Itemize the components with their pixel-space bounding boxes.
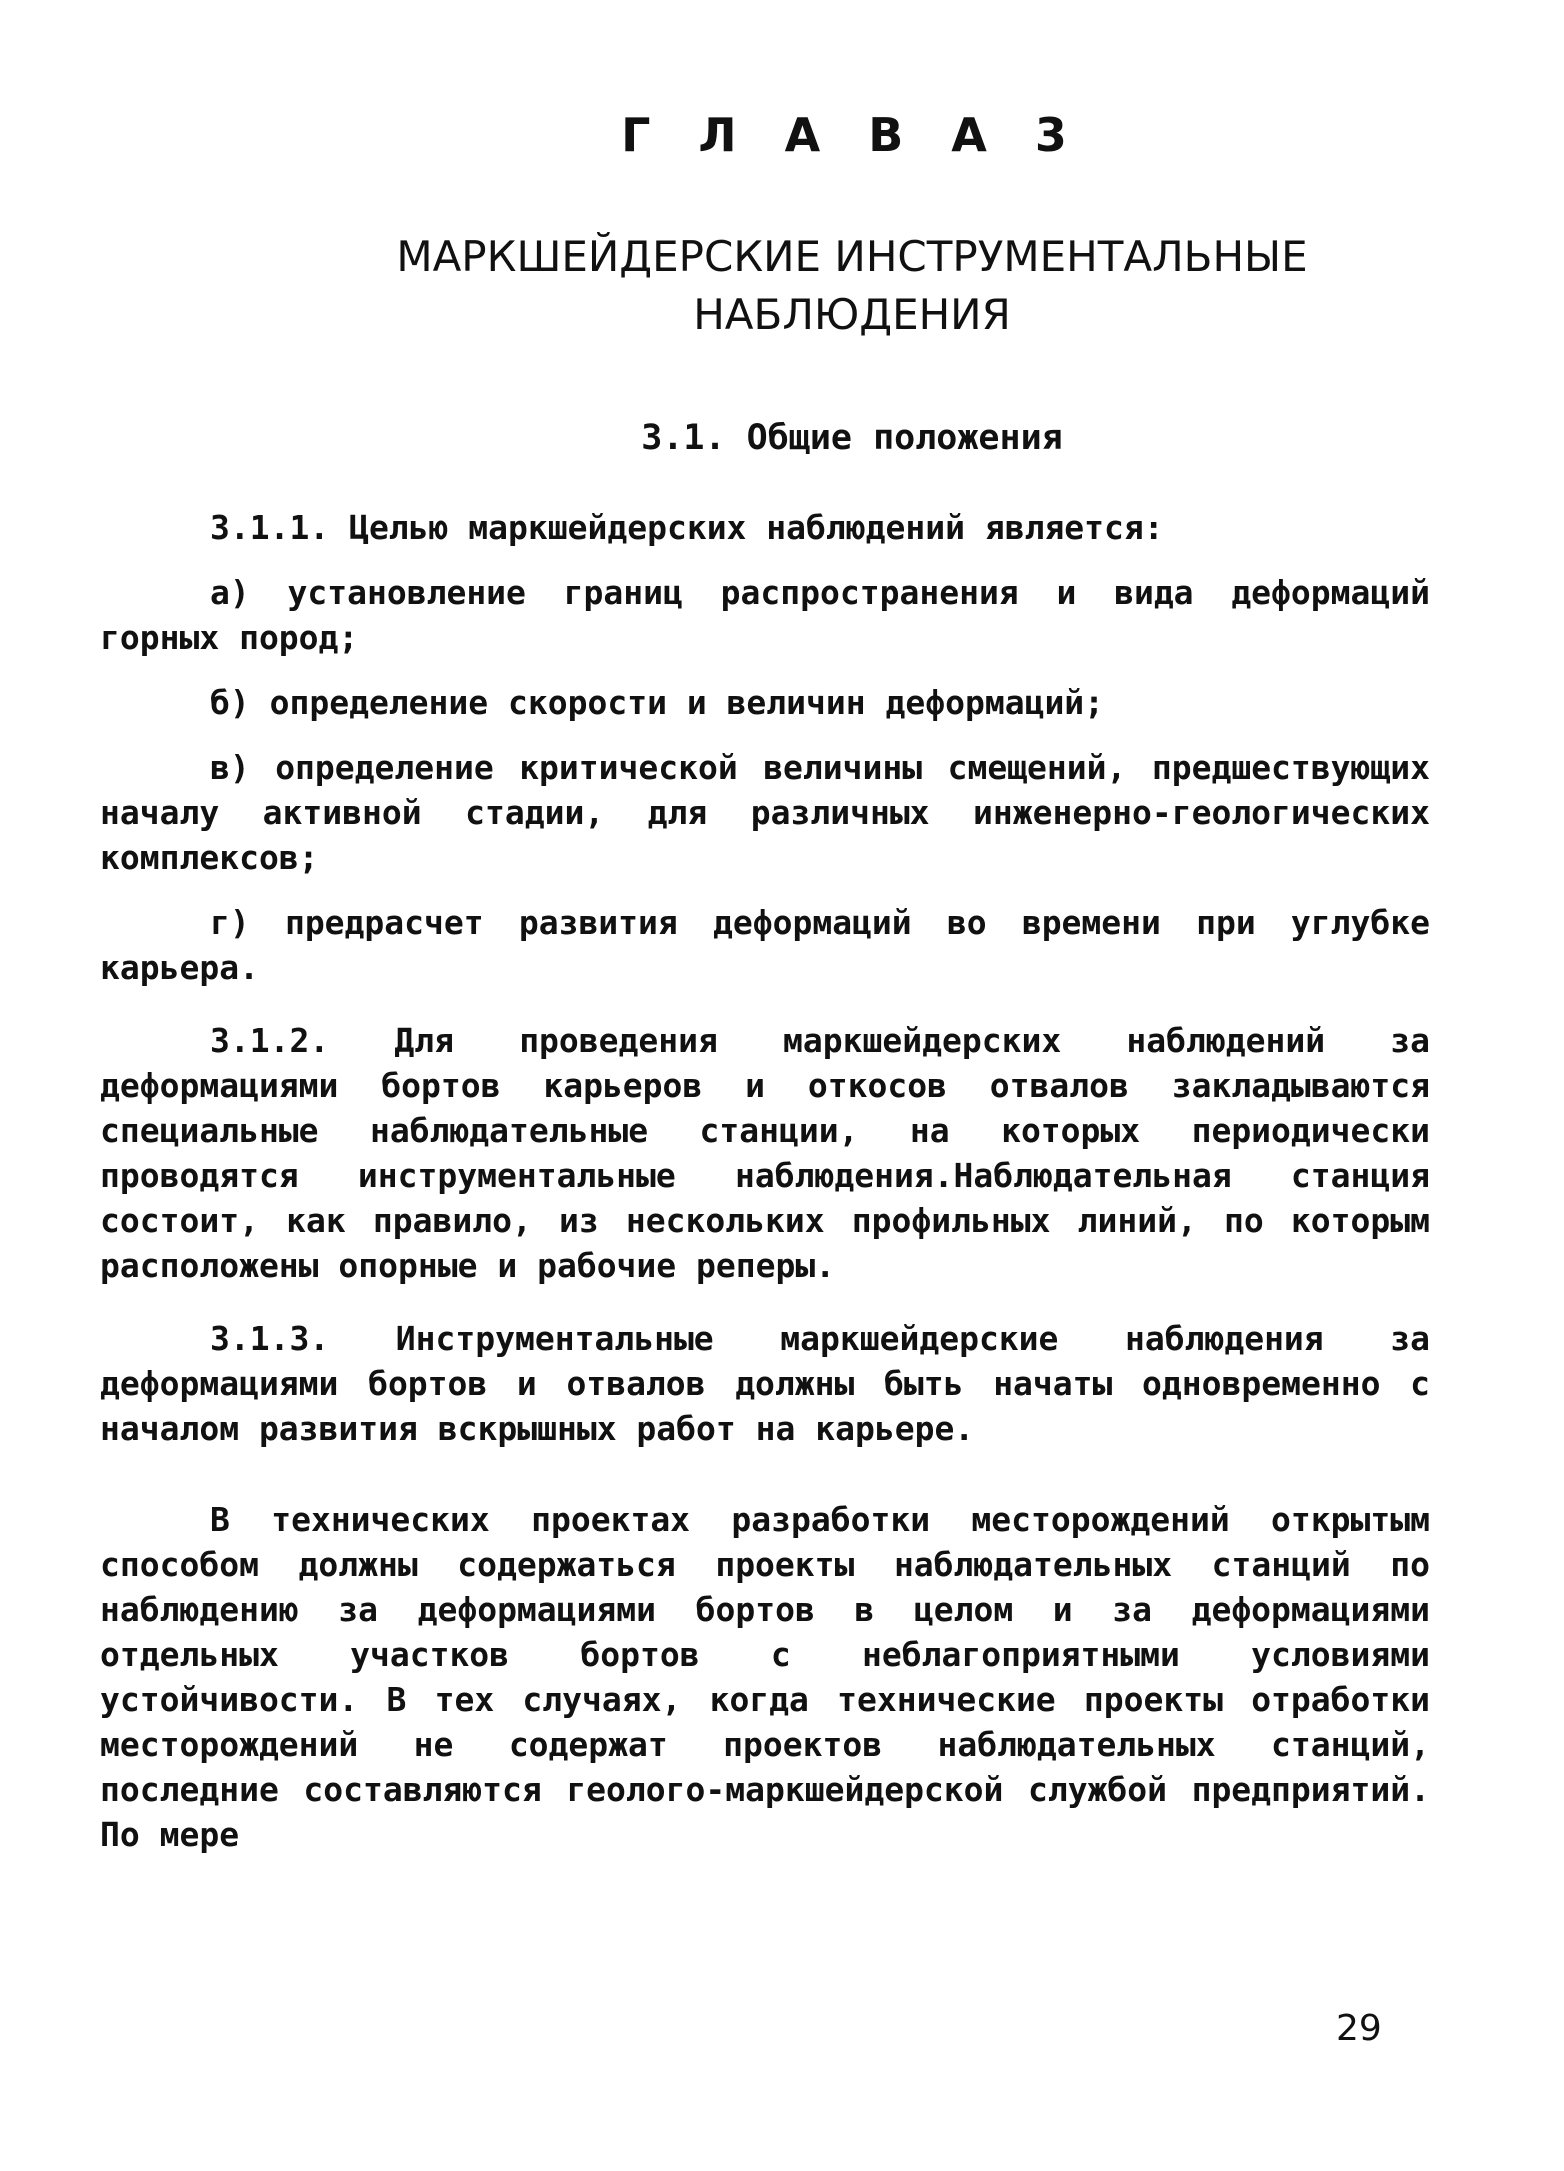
chapter-title <box>0 228 1564 344</box>
section-heading: 3.1. Общие положения <box>641 418 1063 458</box>
paragraph-technical-projects: В технических проектах разработки месторождений открытым способом должны содержаться проекты наблюдательных станций по наблюдению за деформациями бортов в целом и за деформациями отдельных участков бортов с неблагоприятными условиями устойчивости. В тех случаях, когда технические проекты отработки месторождений не содержат проектов наблюдательных станций, последние составляются геолого-маркшейдерской службой предприятий. По мере <box>100 1500 1430 1854</box>
paragraph-3-1-2: 3.1.2. Для проведения маркшейдерских наблюдений за деформациями бортов карьеров и откосов отвалов закладываются специальные наблюдательные станции, на которых периодически проводятся инструментальные наблюдения.Наблюдательная станция состоит, как правило, из нескольких профильных линий, по которым расположены опорные и рабочие реперы. <box>100 1021 1430 1285</box>
paragraph-3-1-3: 3.1.3. Инструментальные маркшейдерские наблюдения за деформациями бортов и отвалов должны быть начаты одновременно с началом развития вскрышных работ на карьере. <box>100 1319 1430 1448</box>
chapter-title-line-1: МАРКШЕЙДЕРСКИЕ ИНСТРУМЕНТАЛЬНЫЕ <box>396 232 1308 281</box>
body-text <box>100 505 1430 1857</box>
paragraph-item-g: г) предрасчет развития деформаций во времени при углубке карьера. <box>100 903 1430 987</box>
paragraph-item-v: в) определение критической величины смещений, предшествующих началу активной стадии, для различных инженерно-геологических комплексов; <box>100 748 1430 877</box>
paragraph-item-b: б) определение скорости и величин деформаций; <box>210 683 1105 722</box>
chapter-title-line-2: НАБЛЮДЕНИЯ <box>693 290 1011 339</box>
paragraph-item-a: а) установление границ распространения и вида деформаций горных пород; <box>100 573 1430 657</box>
paragraph-3-1-1: 3.1.1. Целью маркшейдерских наблюдений является: <box>210 508 1164 547</box>
page-number: 29 <box>1336 2008 1382 2049</box>
chapter-heading: Г Л А В А 3 <box>621 108 1083 162</box>
